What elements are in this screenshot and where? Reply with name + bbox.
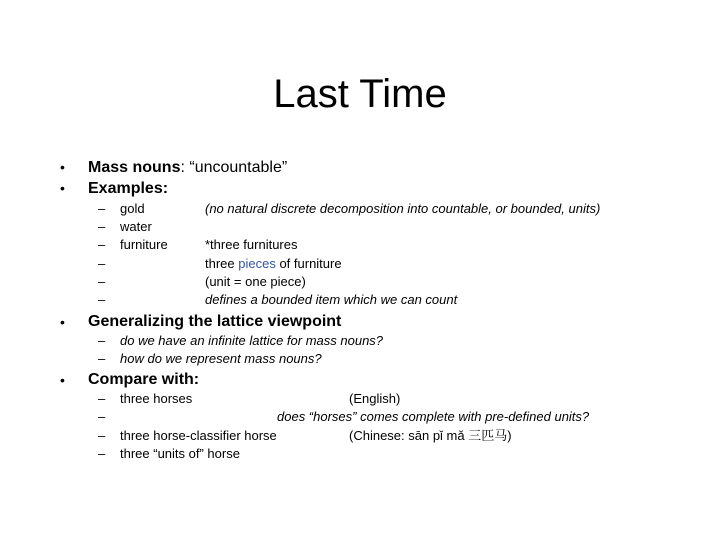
dash-marker: – xyxy=(98,274,106,289)
example-furniture: furniture xyxy=(120,237,168,252)
three-pieces-post: of furniture xyxy=(275,256,342,271)
mass-nouns-term: Mass nouns xyxy=(88,159,181,176)
lattice-question-2: how do we represent mass nouns? xyxy=(120,351,322,366)
dash-marker: – xyxy=(98,391,106,406)
dash-marker: – xyxy=(98,428,106,443)
example-gold-note: (no natural discrete decomposition into countable, or bounded, units) xyxy=(205,201,601,216)
mass-nouns-line xyxy=(88,158,287,177)
compare-chinese: (Chinese: sān pǐ mǎ 三匹马) xyxy=(349,428,512,443)
examples-heading: Examples: xyxy=(88,180,169,197)
compare-units-question: does “horses” comes complete with pre-defined units? xyxy=(277,409,590,424)
dash-marker: – xyxy=(98,292,106,307)
example-water: water xyxy=(120,219,152,234)
compare-heading: Compare with: xyxy=(88,371,200,388)
bullet-marker: • xyxy=(60,180,65,196)
compare-three-horses: three horses xyxy=(120,391,193,406)
compare-classifier: three horse-classifier horse xyxy=(120,428,277,443)
star-three-furnitures: *three furnitures xyxy=(205,237,298,252)
dash-marker: – xyxy=(98,351,106,366)
unit-note: (unit = one piece) xyxy=(205,274,306,289)
dash-marker: – xyxy=(98,201,106,216)
lattice-heading: Generalizing the lattice viewpoint xyxy=(88,313,342,330)
dash-marker: – xyxy=(98,219,106,234)
lattice-question-1: do we have an infinite lattice for mass nouns? xyxy=(120,333,384,348)
bullet-marker: • xyxy=(60,372,65,388)
dash-marker: – xyxy=(98,237,106,252)
compare-english: (English) xyxy=(349,391,401,406)
three-pieces-line xyxy=(205,256,342,272)
compare-units-of: three “units of” horse xyxy=(120,446,240,461)
dash-marker: – xyxy=(98,446,106,461)
pieces-highlight: pieces xyxy=(238,256,276,271)
defines-note: defines a bounded item which we can count xyxy=(205,292,458,307)
dash-marker: – xyxy=(98,409,106,424)
slide-title: Last Time xyxy=(273,72,447,116)
bullet-marker: • xyxy=(60,314,65,330)
mass-nouns-definition: : “uncountable” xyxy=(180,159,288,176)
dash-marker: – xyxy=(98,333,106,348)
example-gold: gold xyxy=(120,201,145,216)
three-pieces-pre: three xyxy=(205,256,239,271)
dash-marker: – xyxy=(98,256,106,271)
bullet-marker: • xyxy=(60,159,65,175)
